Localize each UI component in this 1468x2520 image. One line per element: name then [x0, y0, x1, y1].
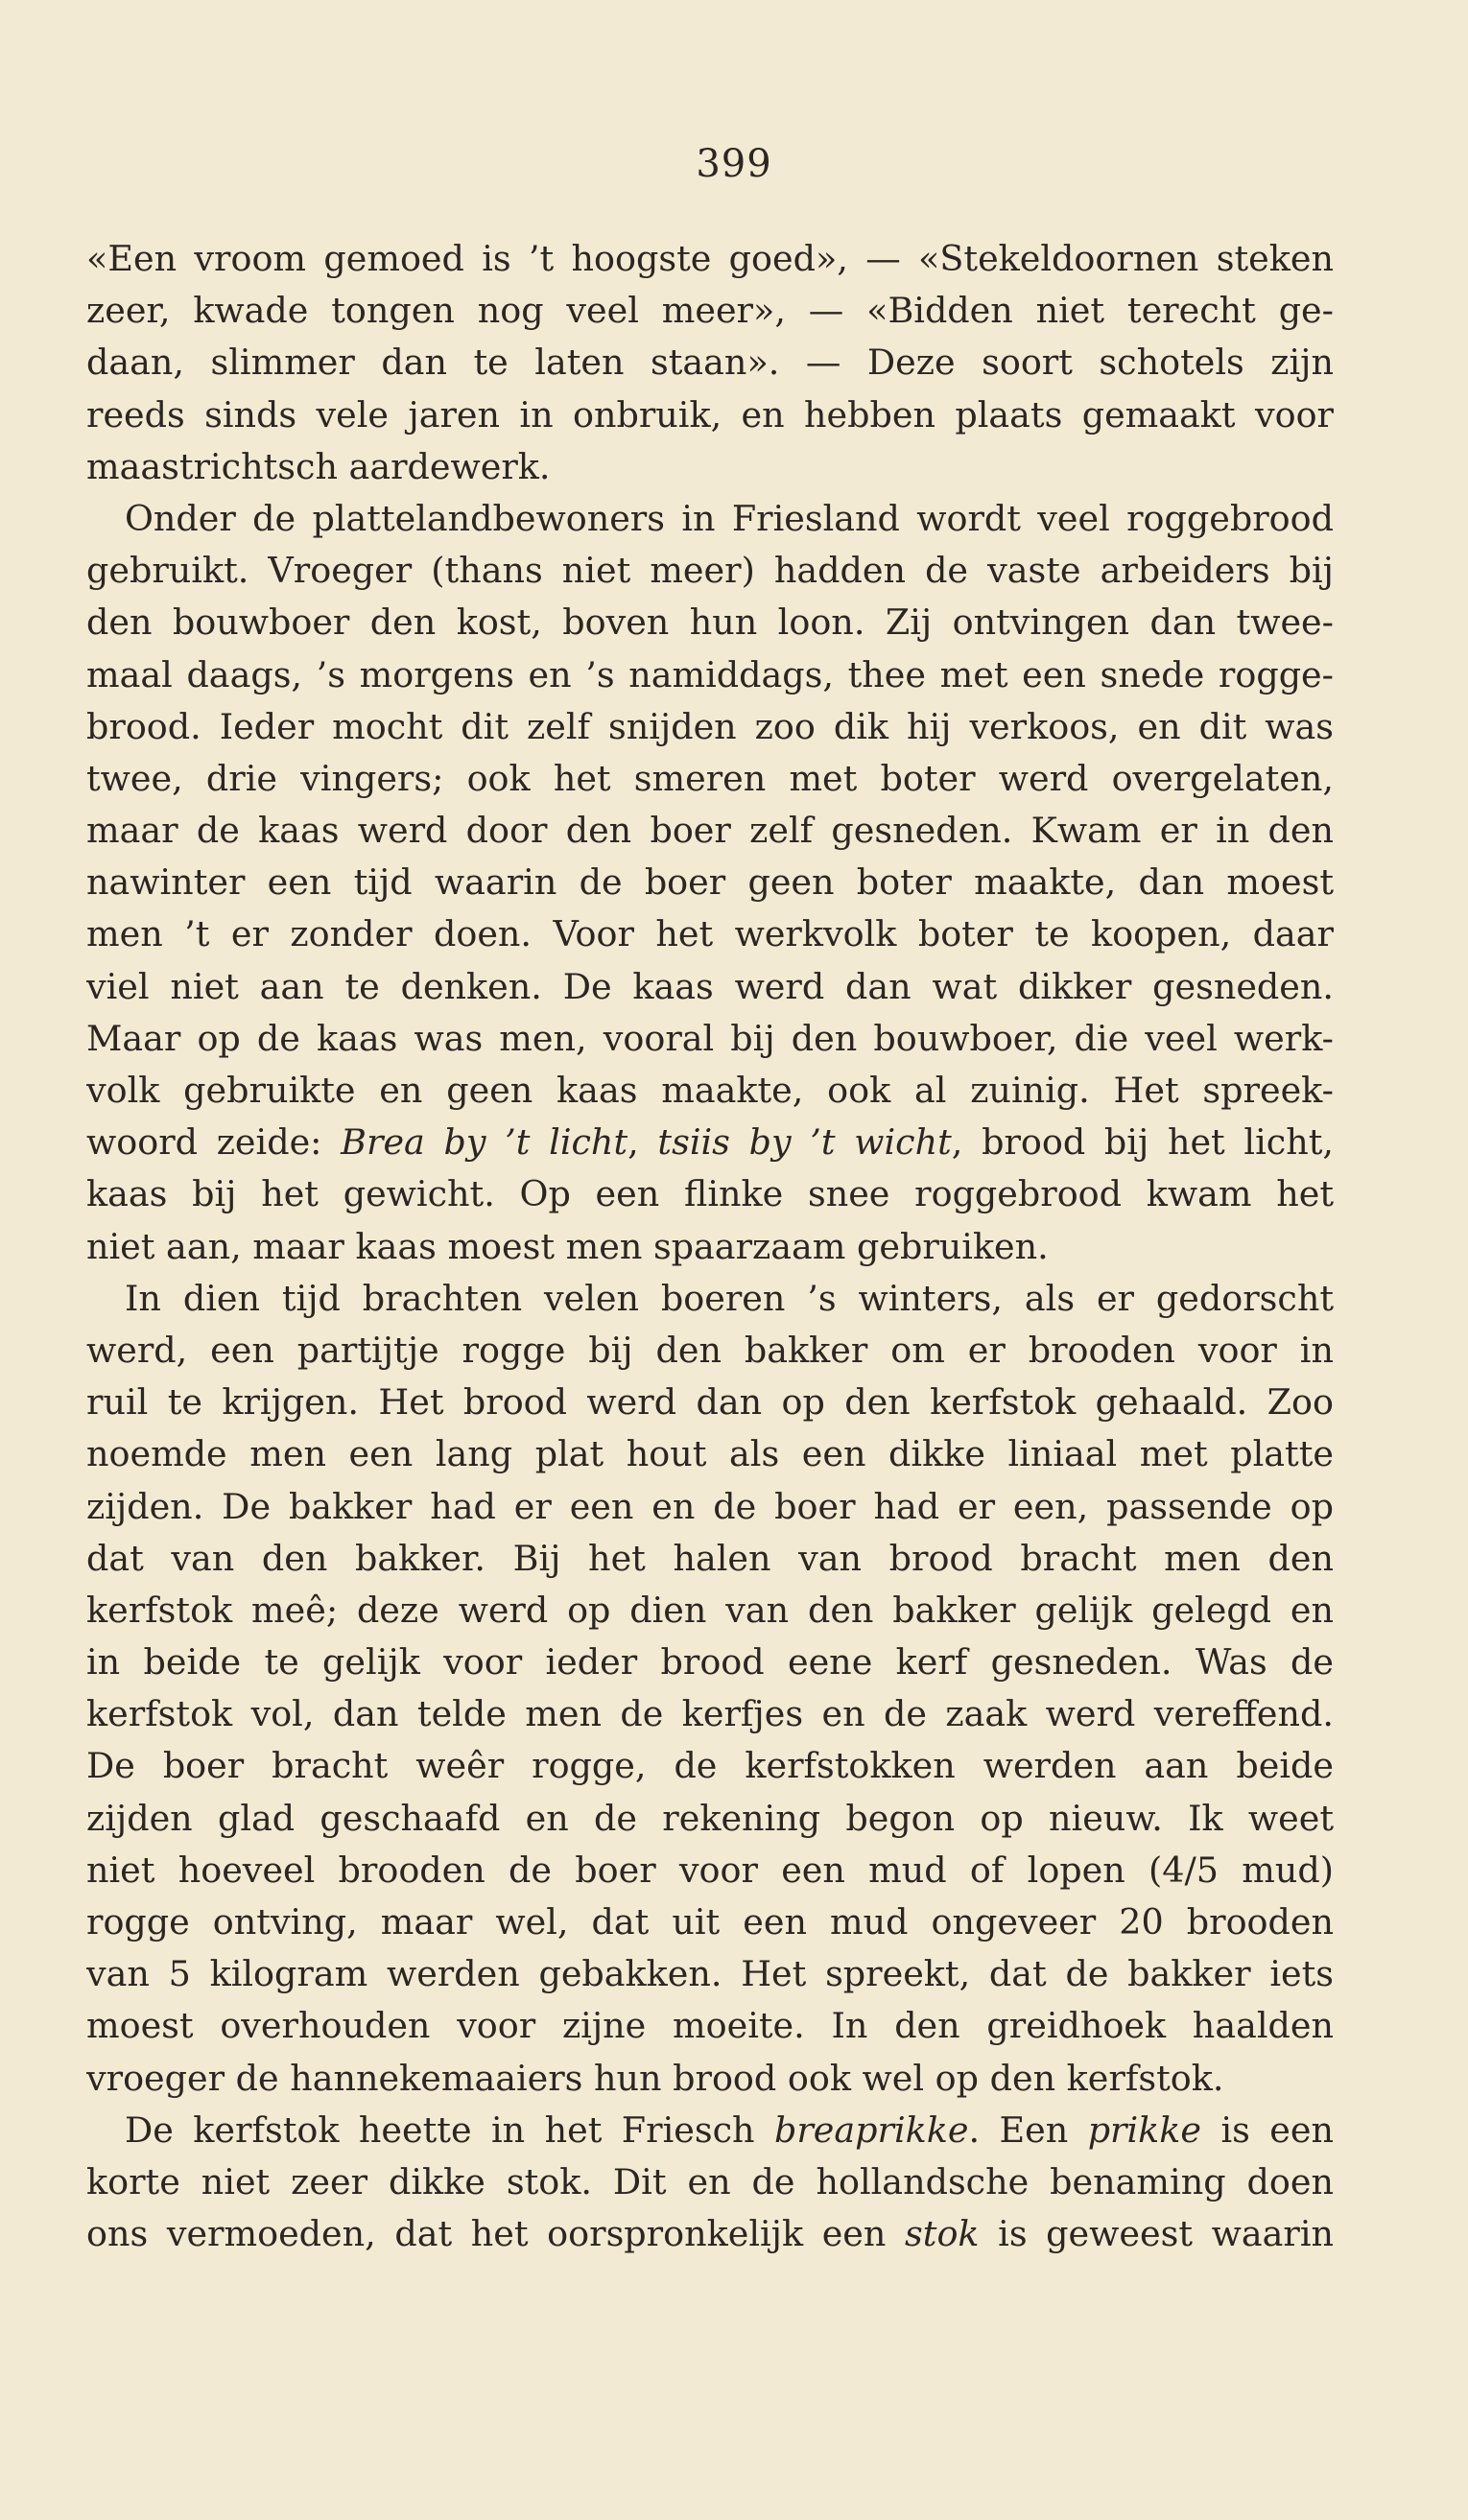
paragraph — [86, 1273, 1334, 2105]
text-line — [86, 1325, 1334, 1377]
text-segment: , — [627, 1121, 658, 1164]
text-line — [86, 545, 1334, 597]
text-segment: den bouwboer den kost, boven hun loon. Zij ontvingen dan twee- — [86, 601, 1334, 644]
text-segment: niet aan, maar kaas moest men spaarzaam gebruiken. — [86, 1225, 1049, 1267]
text-segment: «Een vroom gemoed is ’t hoogste goed», — «Stekeldoornen steken — [86, 238, 1334, 279]
text-line — [86, 1637, 1334, 1688]
text-segment: werd, een partijtje rogge bij den bakker om er brooden voor in — [86, 1329, 1334, 1371]
text-line — [86, 1013, 1334, 1065]
text-segment: kerfstok meê; deze werd op dien van den bakker gelijk gelegd en — [86, 1589, 1334, 1631]
text-segment: rogge ontving, maar wel, dat uit een mud ongeveer 20 brooden — [86, 1901, 1334, 1943]
italic-text: tsiis by ’t wicht — [657, 1121, 952, 1164]
text-line — [86, 2208, 1334, 2260]
text-segment: daan, slimmer dan te laten staan». — Deze soort schotels zijn — [86, 341, 1334, 384]
text-segment: ruil te krijgen. Het brood werd dan op den kerfstok gehaald. Zoo — [86, 1381, 1334, 1424]
text-segment: , brood bij het licht, — [951, 1121, 1334, 1164]
text-segment: maar de kaas werd door den boer zelf gesneden. Kwam er in den — [86, 810, 1334, 852]
text-segment: Maar op de kaas was men, vooral bij den bouwboer, die veel werk- — [86, 1017, 1334, 1059]
text-segment: maal daags, ’s morgens en ’s namiddags, thee met een snede rogge- — [86, 653, 1334, 695]
text-segment: zijden. De bakker had er een en de boer had er een, passende op — [86, 1485, 1334, 1527]
text-line — [86, 1845, 1334, 1896]
text-line — [86, 2156, 1334, 2208]
text-line — [86, 1221, 1334, 1273]
text-segment: De boer bracht weêr rogge, de kerfstokken werden aan beide — [86, 1745, 1334, 1787]
text-segment: van 5 kilogram werden gebakken. Het spreekt, dat de bakker iets — [86, 1953, 1334, 1995]
text-segment: korte niet zeer dikke stok. Dit en de hollandsche benaming doen — [86, 2160, 1334, 2202]
text-segment: niet hoeveel brooden de boer voor een mud of lopen (4/5 mud) — [86, 1849, 1334, 1891]
text-line — [86, 1273, 1334, 1325]
text-segment: dat van den bakker. Bij het halen van brood bracht men den — [86, 1537, 1334, 1579]
text-segment: kaas bij het gewicht. Op een flinke snee roggebrood kwam het — [86, 1173, 1334, 1215]
text-segment: reeds sinds vele jaren in onbruik, en hebben plaats gemaakt voor — [86, 393, 1334, 436]
text-line — [86, 1585, 1334, 1637]
text-line — [86, 1428, 1334, 1480]
text-line — [86, 1377, 1334, 1428]
text-line — [86, 1688, 1334, 1740]
paragraph — [86, 493, 1334, 1273]
text-line — [86, 597, 1334, 648]
text-segment: woord zeide: — [86, 1121, 342, 1164]
text-line — [86, 2053, 1334, 2105]
text-line — [86, 805, 1334, 857]
text-line — [86, 1117, 1334, 1168]
text-line — [86, 1481, 1334, 1533]
text-line — [86, 649, 1334, 701]
text-segment: is geweest waarin — [979, 2213, 1334, 2255]
text-line — [86, 1065, 1334, 1117]
text-line — [86, 233, 1334, 285]
text-segment: Onder de plattelandbewoners in Friesland wordt veel roggebrood — [125, 497, 1334, 539]
text-line — [86, 1896, 1334, 1948]
text-line — [86, 961, 1334, 1013]
text-segment: vroeger de hannekemaaiers hun brood ook wel op den kerfstok. — [86, 2057, 1224, 2099]
text-line — [86, 2000, 1334, 2052]
italic-text: Brea by ’t licht — [341, 1121, 628, 1164]
text-line — [86, 1168, 1334, 1220]
text-segment: brood. Ieder mocht dit zelf snijden zoo dik hij verkoos, en dit was — [86, 705, 1334, 747]
text-segment: zeer, kwade tongen nog veel meer», — «Bidden niet terecht ge- — [86, 290, 1334, 332]
page-number: 399 — [696, 142, 772, 186]
text-segment: ons vermoeden, dat het oorspronkelijk een — [86, 2213, 906, 2255]
text-line — [86, 908, 1334, 960]
text-line — [86, 1740, 1334, 1792]
text-line — [86, 2105, 1334, 2156]
text-segment: maastrichtsch aardewerk. — [86, 445, 551, 487]
text-segment: gebruikt. Vroeger (thans niet meer) hadden de vaste arbeiders bij — [86, 550, 1334, 592]
text-segment: . Een — [968, 2108, 1088, 2151]
text-segment: men ’t er zonder doen. Voor het werkvolk boter te koopen, daar — [86, 913, 1334, 955]
text-segment: moest overhouden voor zijne moeite. In den greidhoek haalden — [86, 2005, 1334, 2047]
text-line — [86, 285, 1334, 337]
paragraph — [86, 2105, 1334, 2261]
text-segment: nawinter een tijd waarin de boer geen boter maakte, dan moest — [86, 861, 1334, 904]
text-line — [86, 857, 1334, 908]
paragraph — [86, 233, 1334, 493]
italic-text: stok — [905, 2213, 980, 2255]
text-segment: volk gebruikte en geen kaas maakte, ook al zuinig. Het spreek- — [86, 1070, 1334, 1111]
text-segment: In dien tijd brachten velen boeren ’s winters, als er gedorscht — [125, 1277, 1334, 1319]
text-segment: De kerfstok heette in het Friesch — [125, 2108, 774, 2151]
text-line — [86, 701, 1334, 753]
text-segment: noemde men een lang plat hout als een dikke liniaal met platte — [86, 1433, 1334, 1475]
text-segment: in beide te gelijk voor ieder brood eene kerf gesneden. Was de — [86, 1641, 1334, 1684]
body-text — [86, 233, 1334, 2260]
text-segment: twee, drie vingers; ook het smeren met boter werd overgelaten, — [86, 757, 1334, 799]
text-line — [86, 1793, 1334, 1845]
text-line — [86, 493, 1334, 545]
italic-text: prikke — [1087, 2108, 1202, 2151]
text-segment: zijden glad geschaafd en de rekening begon op nieuw. Ik weet — [86, 1797, 1334, 1839]
text-line — [86, 753, 1334, 805]
text-line — [86, 1533, 1334, 1585]
text-segment: is een — [1201, 2108, 1334, 2151]
text-segment: kerfstok vol, dan telde men de kerfjes en de zaak werd vereffend. — [86, 1693, 1334, 1735]
text-segment: viel niet aan te denken. De kaas werd dan wat dikker gesneden. — [86, 965, 1334, 1007]
text-line — [86, 441, 1334, 493]
text-line — [86, 1948, 1334, 2000]
text-line — [86, 389, 1334, 441]
italic-text: breaprikke — [773, 2108, 969, 2151]
text-line — [86, 337, 1334, 389]
